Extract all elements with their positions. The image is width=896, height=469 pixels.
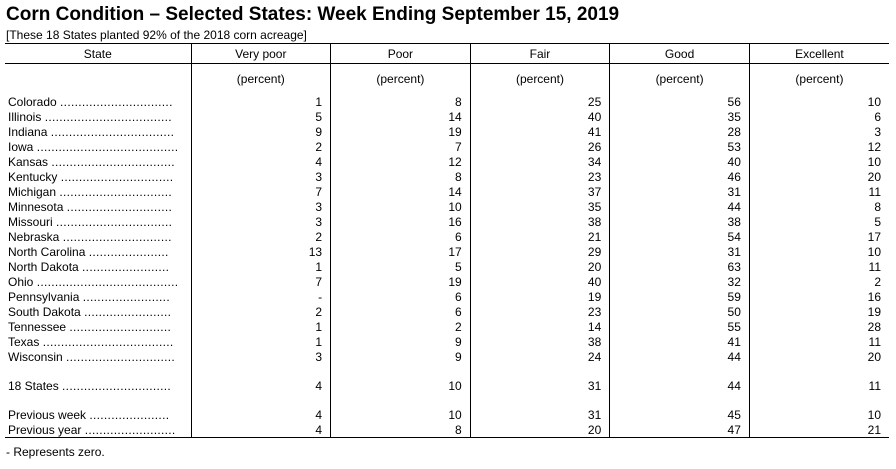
table-row [5, 334, 889, 349]
state-name-cell [5, 259, 191, 274]
value-cell: 38 [470, 214, 610, 229]
value-cell: 50 [610, 304, 750, 319]
spacer-cell [470, 393, 610, 407]
value-cell: 1 [191, 334, 331, 349]
value-cell: 20 [749, 169, 889, 184]
table-row [5, 259, 889, 274]
column-header-very-poor: Very poor [191, 44, 331, 64]
unit-label: (percent) [610, 64, 750, 95]
value-cell: 2 [191, 139, 331, 154]
value-cell: 40 [470, 109, 610, 124]
spacer-row [5, 364, 889, 378]
value-cell: 3 [191, 199, 331, 214]
value-cell: 19 [470, 289, 610, 304]
value-cell: 55 [610, 319, 750, 334]
spacer-cell [5, 364, 191, 378]
state-name-cell [5, 139, 191, 154]
leader-dots: ................................ [56, 214, 173, 229]
value-cell: 2 [191, 229, 331, 244]
state-name-cell [5, 109, 191, 124]
spacer-cell [749, 364, 889, 378]
leader-dots: ...................... [88, 244, 169, 259]
state-name-cell [5, 289, 191, 304]
page-subtitle: [These 18 States planted 92% of the 2018 corn acreage] [6, 28, 307, 42]
value-cell: 41 [610, 334, 750, 349]
value-cell: 2 [191, 304, 331, 319]
value-cell: 6 [331, 289, 471, 304]
value-cell: 38 [610, 214, 750, 229]
value-cell: 12 [749, 139, 889, 154]
table-row [5, 304, 889, 319]
page-title: Corn Condition – Selected States: Week Ending September 15, 2019 [6, 4, 620, 25]
value-cell: 31 [610, 184, 750, 199]
leader-dots: ....................................... [36, 274, 179, 289]
value-cell: 16 [331, 214, 471, 229]
value-cell: 4 [191, 422, 331, 438]
units-row [5, 64, 889, 95]
value-cell: 17 [749, 229, 889, 244]
value-cell: 8 [331, 422, 471, 438]
state-name-cell [5, 378, 191, 393]
value-cell: 16 [749, 289, 889, 304]
value-cell: 28 [749, 319, 889, 334]
value-cell: 11 [749, 334, 889, 349]
value-cell: 19 [749, 304, 889, 319]
column-header-good: Good [610, 44, 750, 64]
state-name-cell [5, 154, 191, 169]
unit-label: (percent) [331, 64, 471, 95]
value-cell: 7 [191, 184, 331, 199]
state-name: Missouri [8, 214, 53, 229]
leader-dots: ............................ [69, 319, 172, 334]
value-cell: 10 [749, 154, 889, 169]
value-cell: 31 [610, 244, 750, 259]
leader-dots: .................................. [51, 154, 175, 169]
value-cell: 5 [331, 259, 471, 274]
leader-dots: .................................... [42, 334, 174, 349]
value-cell: 3 [749, 124, 889, 139]
spacer-cell [331, 393, 471, 407]
value-cell: 53 [610, 139, 750, 154]
value-cell: 10 [331, 199, 471, 214]
value-cell: 19 [331, 124, 471, 139]
value-cell: 44 [610, 378, 750, 393]
header-row [5, 44, 889, 64]
value-cell: 37 [470, 184, 610, 199]
column-header-state: State [5, 44, 191, 64]
leader-dots: .................................. [50, 124, 175, 139]
table-row [5, 289, 889, 304]
value-cell: 21 [470, 229, 610, 244]
table-row [5, 139, 889, 154]
value-cell: 11 [749, 184, 889, 199]
value-cell: 14 [331, 184, 471, 199]
state-name-cell [5, 304, 191, 319]
value-cell: 2 [749, 274, 889, 289]
state-name-cell [5, 169, 191, 184]
state-name-cell [5, 94, 191, 109]
table-row [5, 214, 889, 229]
state-name: 18 States [8, 378, 59, 393]
previous-week-row [5, 407, 889, 422]
value-cell: 4 [191, 378, 331, 393]
value-cell: 21 [749, 422, 889, 438]
table-row [5, 184, 889, 199]
total-row [5, 378, 889, 393]
table-row [5, 124, 889, 139]
value-cell: 44 [610, 349, 750, 364]
value-cell: 32 [610, 274, 750, 289]
leader-dots: .............................. [66, 349, 176, 364]
value-cell: 29 [470, 244, 610, 259]
state-name: Iowa [8, 139, 34, 154]
value-cell: 8 [331, 169, 471, 184]
value-cell: 20 [749, 349, 889, 364]
leader-dots: ............................... [60, 94, 173, 109]
value-cell: 45 [610, 407, 750, 422]
corn-condition-table [5, 43, 889, 438]
state-name: Previous week [8, 407, 87, 422]
leader-dots: ................................... [44, 109, 172, 124]
state-name: North Dakota [8, 259, 79, 274]
value-cell: 1 [191, 259, 331, 274]
value-cell: 6 [749, 109, 889, 124]
value-cell: 1 [191, 94, 331, 109]
state-name: Michigan [8, 184, 57, 199]
value-cell: 54 [610, 229, 750, 244]
table-row [5, 319, 889, 334]
value-cell: 40 [470, 274, 610, 289]
state-name: Previous year [8, 422, 82, 437]
state-name: Minnesota [8, 199, 64, 214]
state-name: South Dakota [8, 304, 81, 319]
state-name-cell [5, 274, 191, 289]
value-cell: 9 [331, 349, 471, 364]
value-cell: 24 [470, 349, 610, 364]
value-cell: 11 [749, 259, 889, 274]
leader-dots: ........................ [82, 259, 170, 274]
state-name-cell [5, 422, 191, 438]
state-name-cell [5, 184, 191, 199]
value-cell: 17 [331, 244, 471, 259]
spacer-cell [470, 364, 610, 378]
value-cell: 20 [470, 259, 610, 274]
value-cell: 9 [191, 124, 331, 139]
value-cell: 44 [610, 199, 750, 214]
spacer-cell [610, 393, 750, 407]
value-cell: 8 [331, 94, 471, 109]
value-cell: 3 [191, 214, 331, 229]
value-cell: 35 [470, 199, 610, 214]
leader-dots: .............................. [62, 229, 172, 244]
state-name: Kentucky [8, 169, 58, 184]
value-cell: 26 [470, 139, 610, 154]
value-cell: 3 [191, 349, 331, 364]
column-header-poor: Poor [331, 44, 471, 64]
value-cell: 38 [470, 334, 610, 349]
value-cell: 63 [610, 259, 750, 274]
value-cell: 20 [470, 422, 610, 438]
state-name: Ohio [8, 274, 34, 289]
state-name-cell [5, 214, 191, 229]
column-header-excellent: Excellent [749, 44, 889, 64]
spacer-cell [331, 364, 471, 378]
state-name: North Carolina [8, 244, 86, 259]
table-row [5, 229, 889, 244]
leader-dots: ....................................... [36, 139, 179, 154]
state-name: Nebraska [8, 229, 60, 244]
leader-dots: ........................ [84, 304, 172, 319]
value-cell: 14 [470, 319, 610, 334]
state-name-cell [5, 349, 191, 364]
previous-year-row [5, 422, 889, 438]
state-name: Indiana [8, 124, 48, 139]
value-cell: 59 [610, 289, 750, 304]
spacer-cell [610, 364, 750, 378]
value-cell: 10 [331, 378, 471, 393]
table-row [5, 274, 889, 289]
value-cell: 3 [191, 169, 331, 184]
value-cell: 10 [749, 407, 889, 422]
leader-dots: ............................. [66, 199, 173, 214]
value-cell: 40 [610, 154, 750, 169]
value-cell: 31 [470, 407, 610, 422]
value-cell: 2 [331, 319, 471, 334]
value-cell: 47 [610, 422, 750, 438]
value-cell: 25 [470, 94, 610, 109]
unit-label: (percent) [191, 64, 331, 95]
table-row [5, 154, 889, 169]
value-cell: - [191, 289, 331, 304]
unit-label: (percent) [749, 64, 889, 95]
value-cell: 4 [191, 154, 331, 169]
state-name: Colorado [8, 94, 57, 109]
state-name-cell [5, 229, 191, 244]
units-cell-state [5, 64, 191, 95]
spacer-row [5, 393, 889, 407]
value-cell: 31 [470, 378, 610, 393]
leader-dots: .............................. [62, 378, 172, 393]
value-cell: 6 [331, 229, 471, 244]
value-cell: 1 [191, 319, 331, 334]
spacer-cell [5, 393, 191, 407]
value-cell: 12 [331, 154, 471, 169]
unit-label: (percent) [470, 64, 610, 95]
state-name: Wisconsin [8, 349, 63, 364]
value-cell: 14 [331, 109, 471, 124]
state-name: Pennsylvania [8, 289, 80, 304]
state-name-cell [5, 124, 191, 139]
value-cell: 11 [749, 378, 889, 393]
state-name: Illinois [8, 109, 42, 124]
state-name: Texas [8, 334, 40, 349]
table-row [5, 349, 889, 364]
value-cell: 5 [191, 109, 331, 124]
value-cell: 8 [749, 199, 889, 214]
value-cell: 34 [470, 154, 610, 169]
value-cell: 46 [610, 169, 750, 184]
value-cell: 10 [749, 244, 889, 259]
value-cell: 7 [331, 139, 471, 154]
state-name: Tennessee [8, 319, 67, 334]
table-row [5, 109, 889, 124]
spacer-cell [749, 393, 889, 407]
footnote: - Represents zero. [6, 445, 105, 459]
table-row [5, 94, 889, 109]
value-cell: 7 [191, 274, 331, 289]
spacer-cell [191, 364, 331, 378]
value-cell: 19 [331, 274, 471, 289]
state-name-cell [5, 199, 191, 214]
leader-dots: ............................... [60, 169, 174, 184]
state-name-cell [5, 319, 191, 334]
table-row [5, 244, 889, 259]
leader-dots: ...................... [89, 407, 170, 422]
value-cell: 10 [749, 94, 889, 109]
value-cell: 41 [470, 124, 610, 139]
value-cell: 35 [610, 109, 750, 124]
value-cell: 5 [749, 214, 889, 229]
value-cell: 28 [610, 124, 750, 139]
leader-dots: ............................... [59, 184, 173, 199]
state-name-cell [5, 407, 191, 422]
leader-dots: ........................ [82, 289, 170, 304]
state-name-cell [5, 244, 191, 259]
spacer-cell [191, 393, 331, 407]
value-cell: 56 [610, 94, 750, 109]
table-row [5, 199, 889, 214]
value-cell: 6 [331, 304, 471, 319]
value-cell: 23 [470, 304, 610, 319]
value-cell: 9 [331, 334, 471, 349]
value-cell: 13 [191, 244, 331, 259]
value-cell: 23 [470, 169, 610, 184]
value-cell: 4 [191, 407, 331, 422]
state-name-cell [5, 334, 191, 349]
table-row [5, 169, 889, 184]
state-name: Kansas [8, 154, 49, 169]
column-header-fair: Fair [470, 44, 610, 64]
value-cell: 10 [331, 407, 471, 422]
leader-dots: ......................... [84, 422, 176, 437]
